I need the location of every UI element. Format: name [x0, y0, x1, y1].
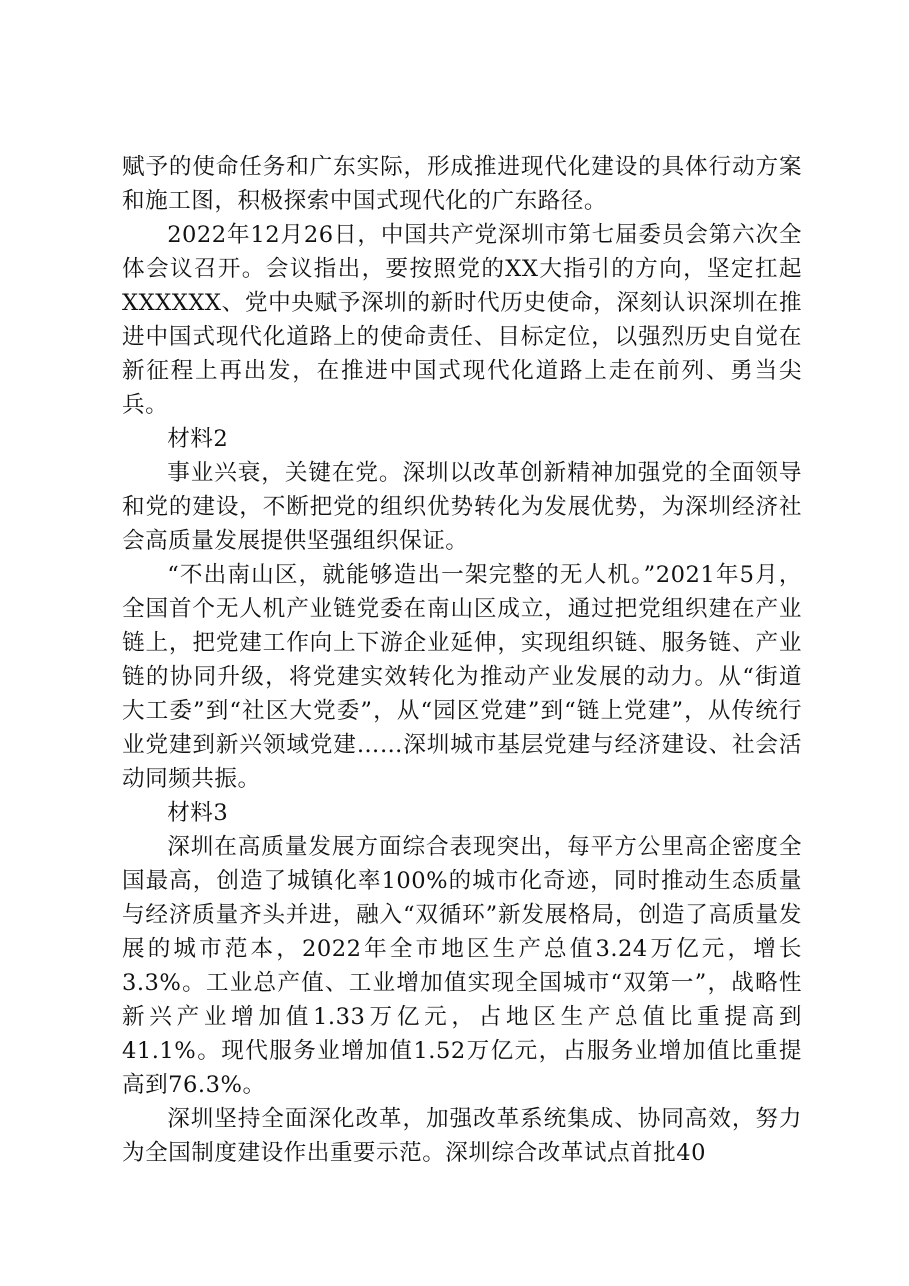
paragraph-continuation: 赋予的使命任务和广东实际，形成推进现代化建设的具体行动方案和施工图，积极探索中国式现代化的广东路径。 [122, 154, 802, 214]
document-body [122, 150, 802, 1170]
paragraph-reform: 深圳坚持全面深化改革，加强改革系统集成、协同高效，努力为全国制度建设作出重要示范。深圳综合改革试点首批40 [122, 1106, 802, 1166]
paragraph-drone-industry: “不出南山区，就能够造出一架完整的无人机。”2021年5月，全国首个无人机产业链党委在南山区成立，通过把党组织建在产业链上，把党建工作向上下游企业延伸，实现组织链、服务链、产业链的协同升级，将党建实效转化为推动产业发展的动力。从“街道大工委”到“社区大党委”，从“园区党建”到“链上党建”，从传统行业党建到新兴领域党建……深圳城市基层党建与经济建设、社会活动同频共振。 [122, 562, 802, 792]
paragraph-high-quality-development: 深圳在高质量发展方面综合表现突出，每平方公里高企密度全国最高，创造了城镇化率100%的城市化奇迹，同时推动生态质量与经济质量齐头并进，融入“双循环”新发展格局，创造了高质量发展的城市范本，2022年全市地区生产总值3.24万亿元，增长3.3%。工业总产值、工业增加值实现全国城市“双第一”，战略性新兴产业增加值1.33万亿元，占地区生产总值比重提高到41.1%。现代服务业增加值1.52万亿元，占服务业增加值比重提高到76.3%。 [122, 834, 802, 1098]
material-label-3: 材料3 [167, 800, 229, 826]
paragraph-meeting: 2022年12月26日，中国共产党深圳市第七届委员会第六次全体会议召开。会议指出，要按照党的XX大指引的方向，坚定扛起XXXXXX、党中央赋予深圳的新时代历史使命，深刻认识深圳在推进中国式现代化道路上的使命责任、目标定位，以强烈历史自觉在新征程上再出发，在推进中国式现代化道路上走在前列、勇当尖兵。 [122, 222, 802, 418]
material-label-2: 材料2 [167, 426, 229, 452]
paragraph-party-building: 事业兴衰，关键在党。深圳以改革创新精神加强党的全面领导和党的建设，不断把党的组织优势转化为发展优势，为深圳经济社会高质量发展提供坚强组织保证。 [122, 460, 802, 554]
